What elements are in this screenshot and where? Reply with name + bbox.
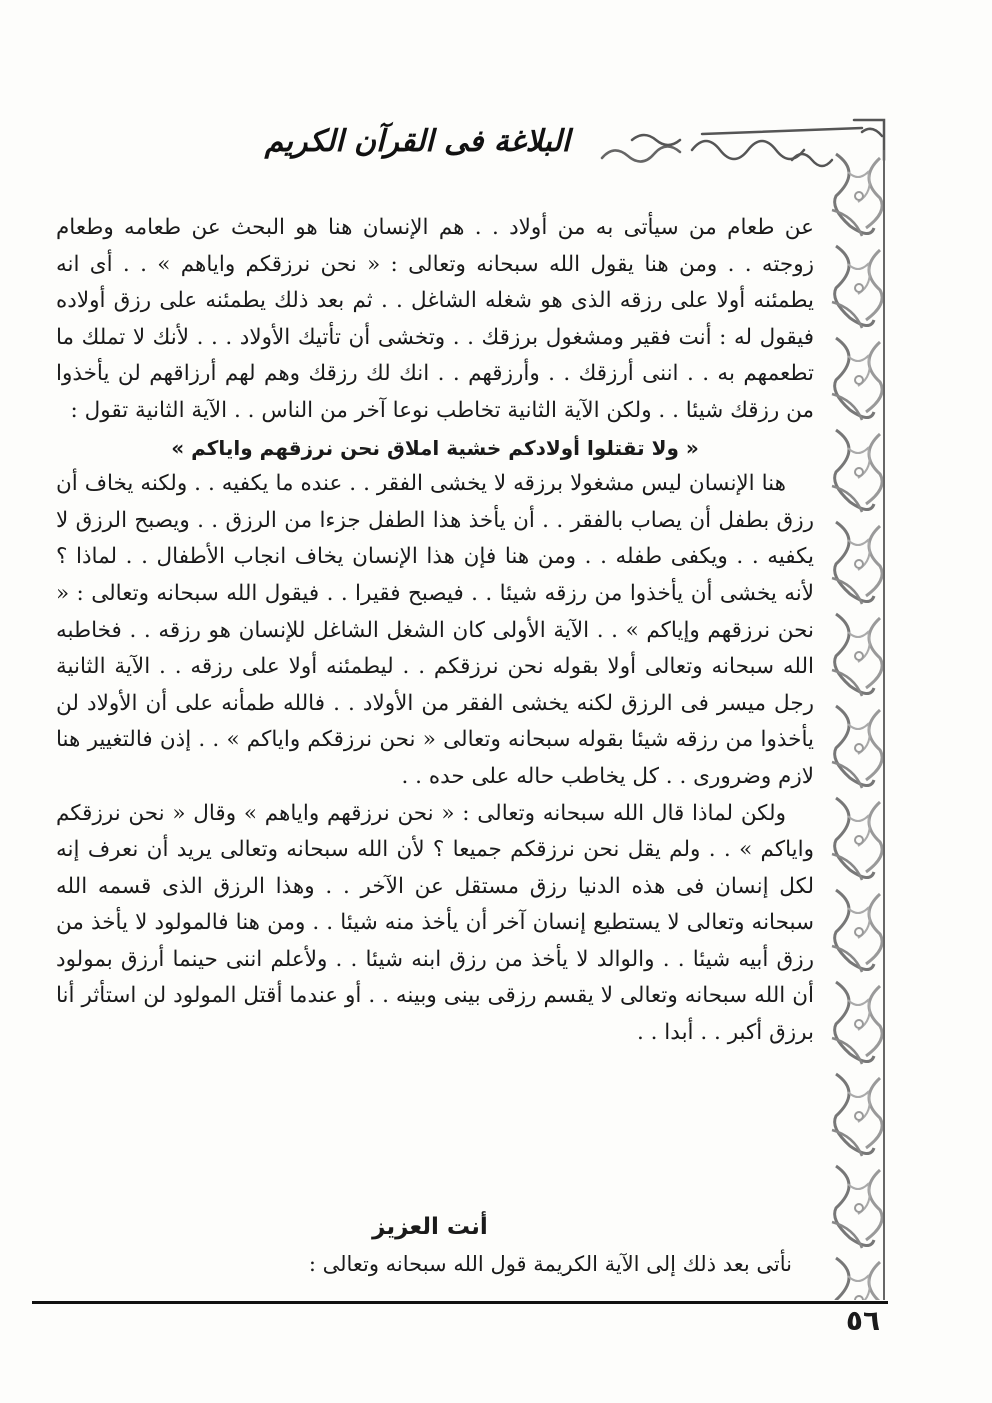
page-number: ٥٦ — [845, 1304, 881, 1337]
page-header-title: البلاغة فى القرآن الكريم — [264, 124, 570, 159]
quranic-verse: « ولا تقتلوا أولادكم خشية املاق نحن نرزقهم واياكم » — [171, 435, 699, 460]
footer-rule — [32, 1301, 888, 1304]
paragraph: هنا الإنسان ليس مشغولا برزقه لا يخشى الفقر . . عنده ما يكفيه . . ولكنه يخاف أن رزق بطفل أن يصاب بالفقر . . أن يأخذ هذا الطفل جزءا من الرزق . . ويصبح الرزق لا يكفيه . . ويكفى طفله . . ومن هنا فإن هذا الإنسان يخاف انجاب الأطفال . . لماذا ؟ لأنه يخشى أن يأخذوا من رزقه شيئا . . فيصبح فقيرا . . فيقول الله سبحانه وتعالى : « نحن نرزقهم وإياكم » . . الآية الأولى كان الشغل الشاغل للإنسان هو رزقه . . فخاطبه الله سبحانه وتعالى أولا بقوله نحن نرزقكم . . ليطمئنه أولا على رزقه . . الآية الثانية رجل ميسر فى الرزق لكنه يخشى الفقر من الأولاد . . فالله طمأنه على أن الأولاد لن يأخذوا من رزقه شيئا بقوله سبحانه وتعالى « نحن نرزقكم واياكم » . . إذن فالتغيير هنا لازم وضرورى . . كل يخاطب حاله على حده . . — [56, 471, 814, 789]
closing-line: نأتى بعد ذلك إلى الآية الكريمة قول الله سبحانه وتعالى : — [308, 1252, 792, 1276]
section-subheading: أنت العزيز — [372, 1214, 488, 1240]
paragraph: عن طعام من سيأتى به من أولاد . . هم الإنسان هنا هو البحث عن طعامه وطعام زوجته . . ومن هنا يقول الله سبحانه وتعالى : « نحن نرزقكم واياهم » . . أى انه يطمئنه أولا على رزقه الذى هو شغله الشاغل . . ثم بعد ذلك يطمئنه على رزق أولاده فيقول له : أنت فقير ومشغول برزقك . . وتخشى أن تأتيك الأولاد . . . لأنك لا تملك ما تطعمهم به . . اننى أرزقك . . وأرزقهم . . انك لك رزقك وهم لهم أرزاقهم لن يأخذوا من رزقك شيئا . . ولكن الآية الثانية تخاطب نوعا آخر من الناس . . الآية الثانية تقول : — [56, 215, 814, 423]
ornamental-side-border — [828, 150, 890, 1300]
body-text — [56, 210, 814, 1052]
paragraph: ولكن لماذا قال الله سبحانه وتعالى : « نحن نرزقهم واياهم » وقال « نحن نرزقكم واياكم » . . ولم يقل نحن نرزقكم جميعا ؟ لأن الله سبحانه وتعالى يريد أن نعرف إنه لكل إنسان فى هذه الدنيا رزق مستقل عن الآخر . . وهذا الرزق الذى قسمه الله سبحانه وتعالى لا يستطيع إنسان آخر أن يأخذ منه شيئا . . ومن هنا فالمولود لا يأخذ من رزق أبيه شيئا . . والوالد لا يأخذ من رزق ابنه شيئا . . ولأعلم اننى حينما أرزق بمولود أن الله سبحانه وتعالى لا يقسم رزقى بينى وبينه . . أو عندما أقتل المولود لن استأثر أنا برزق أكبر . . أبدا . . — [56, 800, 814, 1046]
